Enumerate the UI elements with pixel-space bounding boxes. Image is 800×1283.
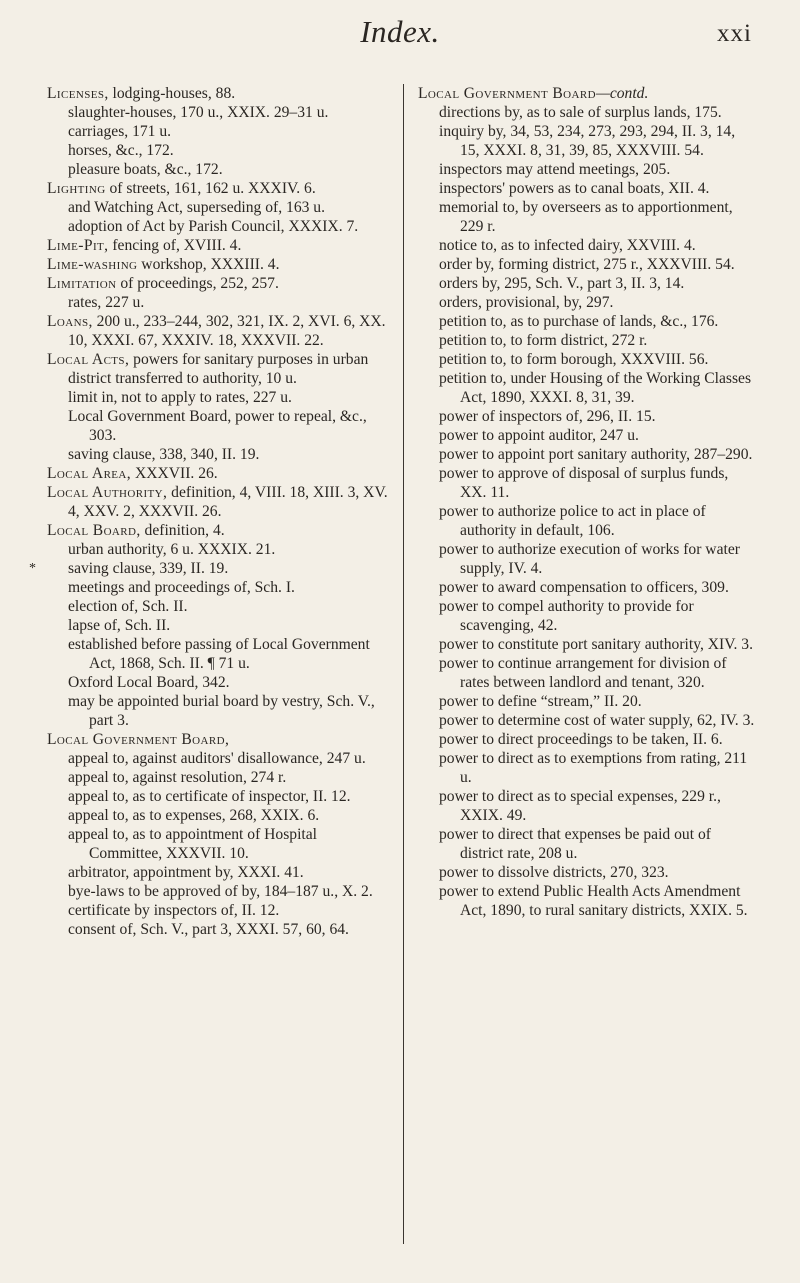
index-subentry [68,578,392,597]
index-subentry [439,122,758,160]
index-column-left [29,84,392,939]
index-subentry-text: urban authority, 6 u. XXXIX. 21. [68,541,276,558]
index-entry [47,464,392,483]
index-subentry-text: pleasure boats, &c., 172. [68,161,223,178]
index-subentry [439,578,758,597]
index-subentry [439,198,758,236]
index-subentry-text: may be appointed burial board by vestry, Sch. V., part 3. [68,693,375,729]
index-subentry [439,445,758,464]
index-subentry-text: petition to, under Housing of the Working Classes Act, 1890, XXXI. 8, 31, 39. [439,370,752,406]
index-subentry [439,160,758,179]
index-subentry [439,350,758,369]
index-entry-text: of proceedings, 252, 257. [116,275,279,292]
index-subentry [439,293,758,312]
index-subentry-text: power to constitute port sanitary authority, XIV. 3. [439,636,753,653]
index-subentry [68,388,392,407]
index-entry [47,274,392,293]
index-subentry-text: orders by, 295, Sch. V., part 3, II. 3, 14. [439,275,685,292]
index-subentry [68,103,392,122]
index-subentry [439,179,758,198]
index-subentry [68,768,392,787]
index-entry-text: of streets, 161, 162 u. XXXIV. 6. [105,180,316,197]
index-subentry [439,692,758,711]
index-subentry-text: power to approve of disposal of surplus funds, XX. 11. [439,465,729,501]
index-entry-text: —contd. [595,85,649,102]
index-subentry [68,692,392,730]
index-heading: Local Board, [47,522,141,539]
index-subentry [439,635,758,654]
index-subentry [68,293,392,312]
index-heading: Lime-washing [47,256,138,273]
index-subentry-text: appeal to, as to certificate of inspector, II. 12. [68,788,351,805]
index-entry-text: 200 u., 233–244, 302, 321, IX. 2, XVI. 6, XX. 10, XXXI. 67, XXXIV. 18, XXXVII. 22. [68,313,386,349]
index-subentry [68,749,392,768]
index-entry [47,312,392,350]
index-entry-text: definition, 4, VIII. 18, XIII. 3, XV. 4, XXV. 2, XXXVII. 26. [68,484,388,520]
index-subentry-text: power to dissolve districts, 270, 323. [439,864,669,881]
index-subentry [68,122,392,141]
index-subentry-text: limit in, not to apply to rates, 227 u. [68,389,292,406]
index-entry-text: XXXVII. 26. [131,465,218,482]
index-subentry-text: power to determine cost of water supply, 62, IV. 3. [439,712,755,729]
index-subentry-text: slaughter-houses, 170 u., XXIX. 29–31 u. [68,104,329,121]
index-subentry [439,825,758,863]
index-subentry-text: petition to, as to purchase of lands, &c., 176. [439,313,719,330]
index-subentry: * saving clause, 339, II. 19. [29,560,229,577]
index-subentry [439,787,758,825]
index-heading: Local Government Board [418,85,596,102]
index-subentry-text: power to extend Public Health Acts Amendment Act, 1890, to rural sanitary districts, XXIX. 5. [439,883,748,919]
index-entry-text: powers for sanitary purposes in urban district transferred to authority, 10 u. [68,351,369,387]
index-subentry-text: horses, &c., 172. [68,142,174,159]
index-heading: Local Government Board, [47,731,230,748]
index-subentry-text: bye-laws to be approved of by, 184–187 u., X. 2. [68,883,373,900]
index-subentry [68,160,392,179]
index-subentry-text: rates, 227 u. [68,294,145,311]
index-entry [47,350,392,388]
index-subentry-text: power to continue arrangement for division of rates between landlord and tenant, 320. [439,655,727,691]
index-subentry [439,502,758,540]
index-subentry [439,730,758,749]
index-heading: Limitation [47,275,117,292]
index-subentry-text: appeal to, as to appointment of Hospital Committee, XXXVII. 10. [68,826,318,862]
index-subentry-text: adoption of Act by Parish Council, XXXIX. 7. [68,218,359,235]
column-divider [403,84,404,1244]
index-subentry [439,540,758,578]
index-subentry-text: power to appoint port sanitary authority, 287–290. [439,446,753,463]
index-subentry-text: power to direct as to exemptions from rating, 211 u. [439,750,748,786]
index-subentry [68,597,392,616]
index-subentry [439,236,758,255]
index-subentry-text: election of, Sch. II. [68,598,188,615]
index-subentry [439,331,758,350]
index-subentry [439,882,758,920]
index-subentry [68,407,392,445]
index-entry [47,521,392,540]
index-subentry [68,806,392,825]
index-subentry [68,141,392,160]
index-subentry-text: inquiry by, 34, 53, 234, 273, 293, 294, II. 3, 14, 15, XXXI. 8, 31, 39, 85, XXXVIII. 54. [439,123,736,159]
index-subentry-text: petition to, to form borough, XXXVIII. 56. [439,351,709,368]
index-subentry [439,407,758,426]
index-subentry [68,863,392,882]
index-entry [47,84,392,103]
index-subentry-text: power of inspectors of, 296, II. 15. [439,408,656,425]
index-subentry-text: power to authorize police to act in place of authority in default, 106. [439,503,706,539]
index-subentry-text: power to appoint auditor, 247 u. [439,427,639,444]
index-entry [47,730,392,749]
index-subentry [68,825,392,863]
index-subentry-text: power to award compensation to officers, 309. [439,579,729,596]
index-subentry [439,464,758,502]
index-entry-text: definition, 4. [140,522,225,539]
index-entry [418,84,758,103]
index-heading: Local Acts, [47,351,130,368]
index-subentry [68,635,392,673]
index-subentry-text: notice to, as to infected dairy, XXVIII. 4. [439,237,696,254]
index-subentry-text: power to direct proceedings to be taken, II. 6. [439,731,723,748]
index-subentry [68,540,392,559]
index-subentry [439,711,758,730]
page-header [0,0,800,70]
index-heading: Loans, [47,313,93,330]
index-subentry-text: inspectors may attend meetings, 205. [439,161,671,178]
index-subentry [439,426,758,445]
index-heading: Lime-Pit, [47,237,109,254]
index-subentry [68,901,392,920]
index-subentry [439,312,758,331]
index-subentry-text: memorial to, by overseers as to apportionment, 229 r. [439,199,733,235]
index-subentry-text: and Watching Act, superseding of, 163 u. [68,199,326,216]
index-subentry [68,616,392,635]
index-subentry [439,274,758,293]
index-subentry-text: lapse of, Sch. II. [68,617,171,634]
index-subentry [68,787,392,806]
index-subentry-text: established before passing of Local Government Act, 1868, Sch. II. ¶ 71 u. [68,636,370,672]
page-number: xxi [717,20,752,47]
index-subentry [439,749,758,787]
index-subentry [68,217,392,236]
index-subentry-text: power to direct as to special expenses, 229 r., XXIX. 49. [439,788,721,824]
index-subentry-text: power to direct that expenses be paid out of district rate, 208 u. [439,826,711,862]
index-subentry-text: Oxford Local Board, 342. [68,674,230,691]
index-entry [47,236,392,255]
index-subentry-text: arbitrator, appointment by, XXXI. 41. [68,864,304,881]
index-subentry-text: power to authorize execution of works for water supply, IV. 4. [439,541,740,577]
index-subentry-text: order by, forming district, 275 r., XXXVIII. 54. [439,256,735,273]
index-subentry [68,198,392,217]
index-subentry-text: orders, provisional, by, 297. [439,294,614,311]
index-subentry [68,920,392,939]
index-subentry [68,673,392,692]
index-subentry [439,369,758,407]
index-entry-text: fencing of, XVIII. 4. [108,237,242,254]
index-subentry [439,863,758,882]
index-subentry [439,654,758,692]
index-column-right [418,84,758,920]
index-subentry [439,103,758,122]
page-title: Index. [360,14,440,49]
index-subentry-text: power to compel authority to provide for scavenging, 42. [439,598,694,634]
index-subentry-text: power to define “stream,” II. 20. [439,693,642,710]
index-subentry-text: directions by, as to sale of surplus lands, 175. [439,104,722,121]
index-entry [47,179,392,198]
index-heading: Local Authority, [47,484,168,501]
index-subentry [68,882,392,901]
index-subentry-text: saving clause, 338, 340, II. 19. [68,446,260,463]
index-subentry [68,445,392,464]
index-subentry-text: petition to, to form district, 272 r. [439,332,648,349]
index-subentry [439,597,758,635]
index-subentry [439,255,758,274]
index-entry-text: lodging-houses, 88. [108,85,236,102]
index-subentry-text: inspectors' powers as to canal boats, XII. 4. [439,180,710,197]
index-subentry-text: saving clause, 339, II. 19. [68,560,229,577]
index-entry [47,483,392,521]
index-entry-text: workshop, XXXIII. 4. [137,256,280,273]
index-heading: Local Area, [47,465,132,482]
index-entry [47,255,392,274]
index-subentry-text: appeal to, against resolution, 274 r. [68,769,287,786]
index-subentry-text: certificate by inspectors of, II. 12. [68,902,280,919]
index-subentry-text: meetings and proceedings of, Sch. I. [68,579,295,596]
index-heading: Lighting [47,180,106,197]
index-subentry-text: consent of, Sch. V., part 3, XXXI. 57, 60, 64. [68,921,349,938]
index-subentry-text: carriages, 171 u. [68,123,172,140]
index-heading: Licenses, [47,85,109,102]
index-subentry-text: appeal to, against auditors' disallowance, 247 u. [68,750,366,767]
index-subentry-text: Local Government Board, power to repeal, &c., 303. [68,408,367,444]
index-subentry-text: appeal to, as to expenses, 268, XXIX. 6. [68,807,320,824]
